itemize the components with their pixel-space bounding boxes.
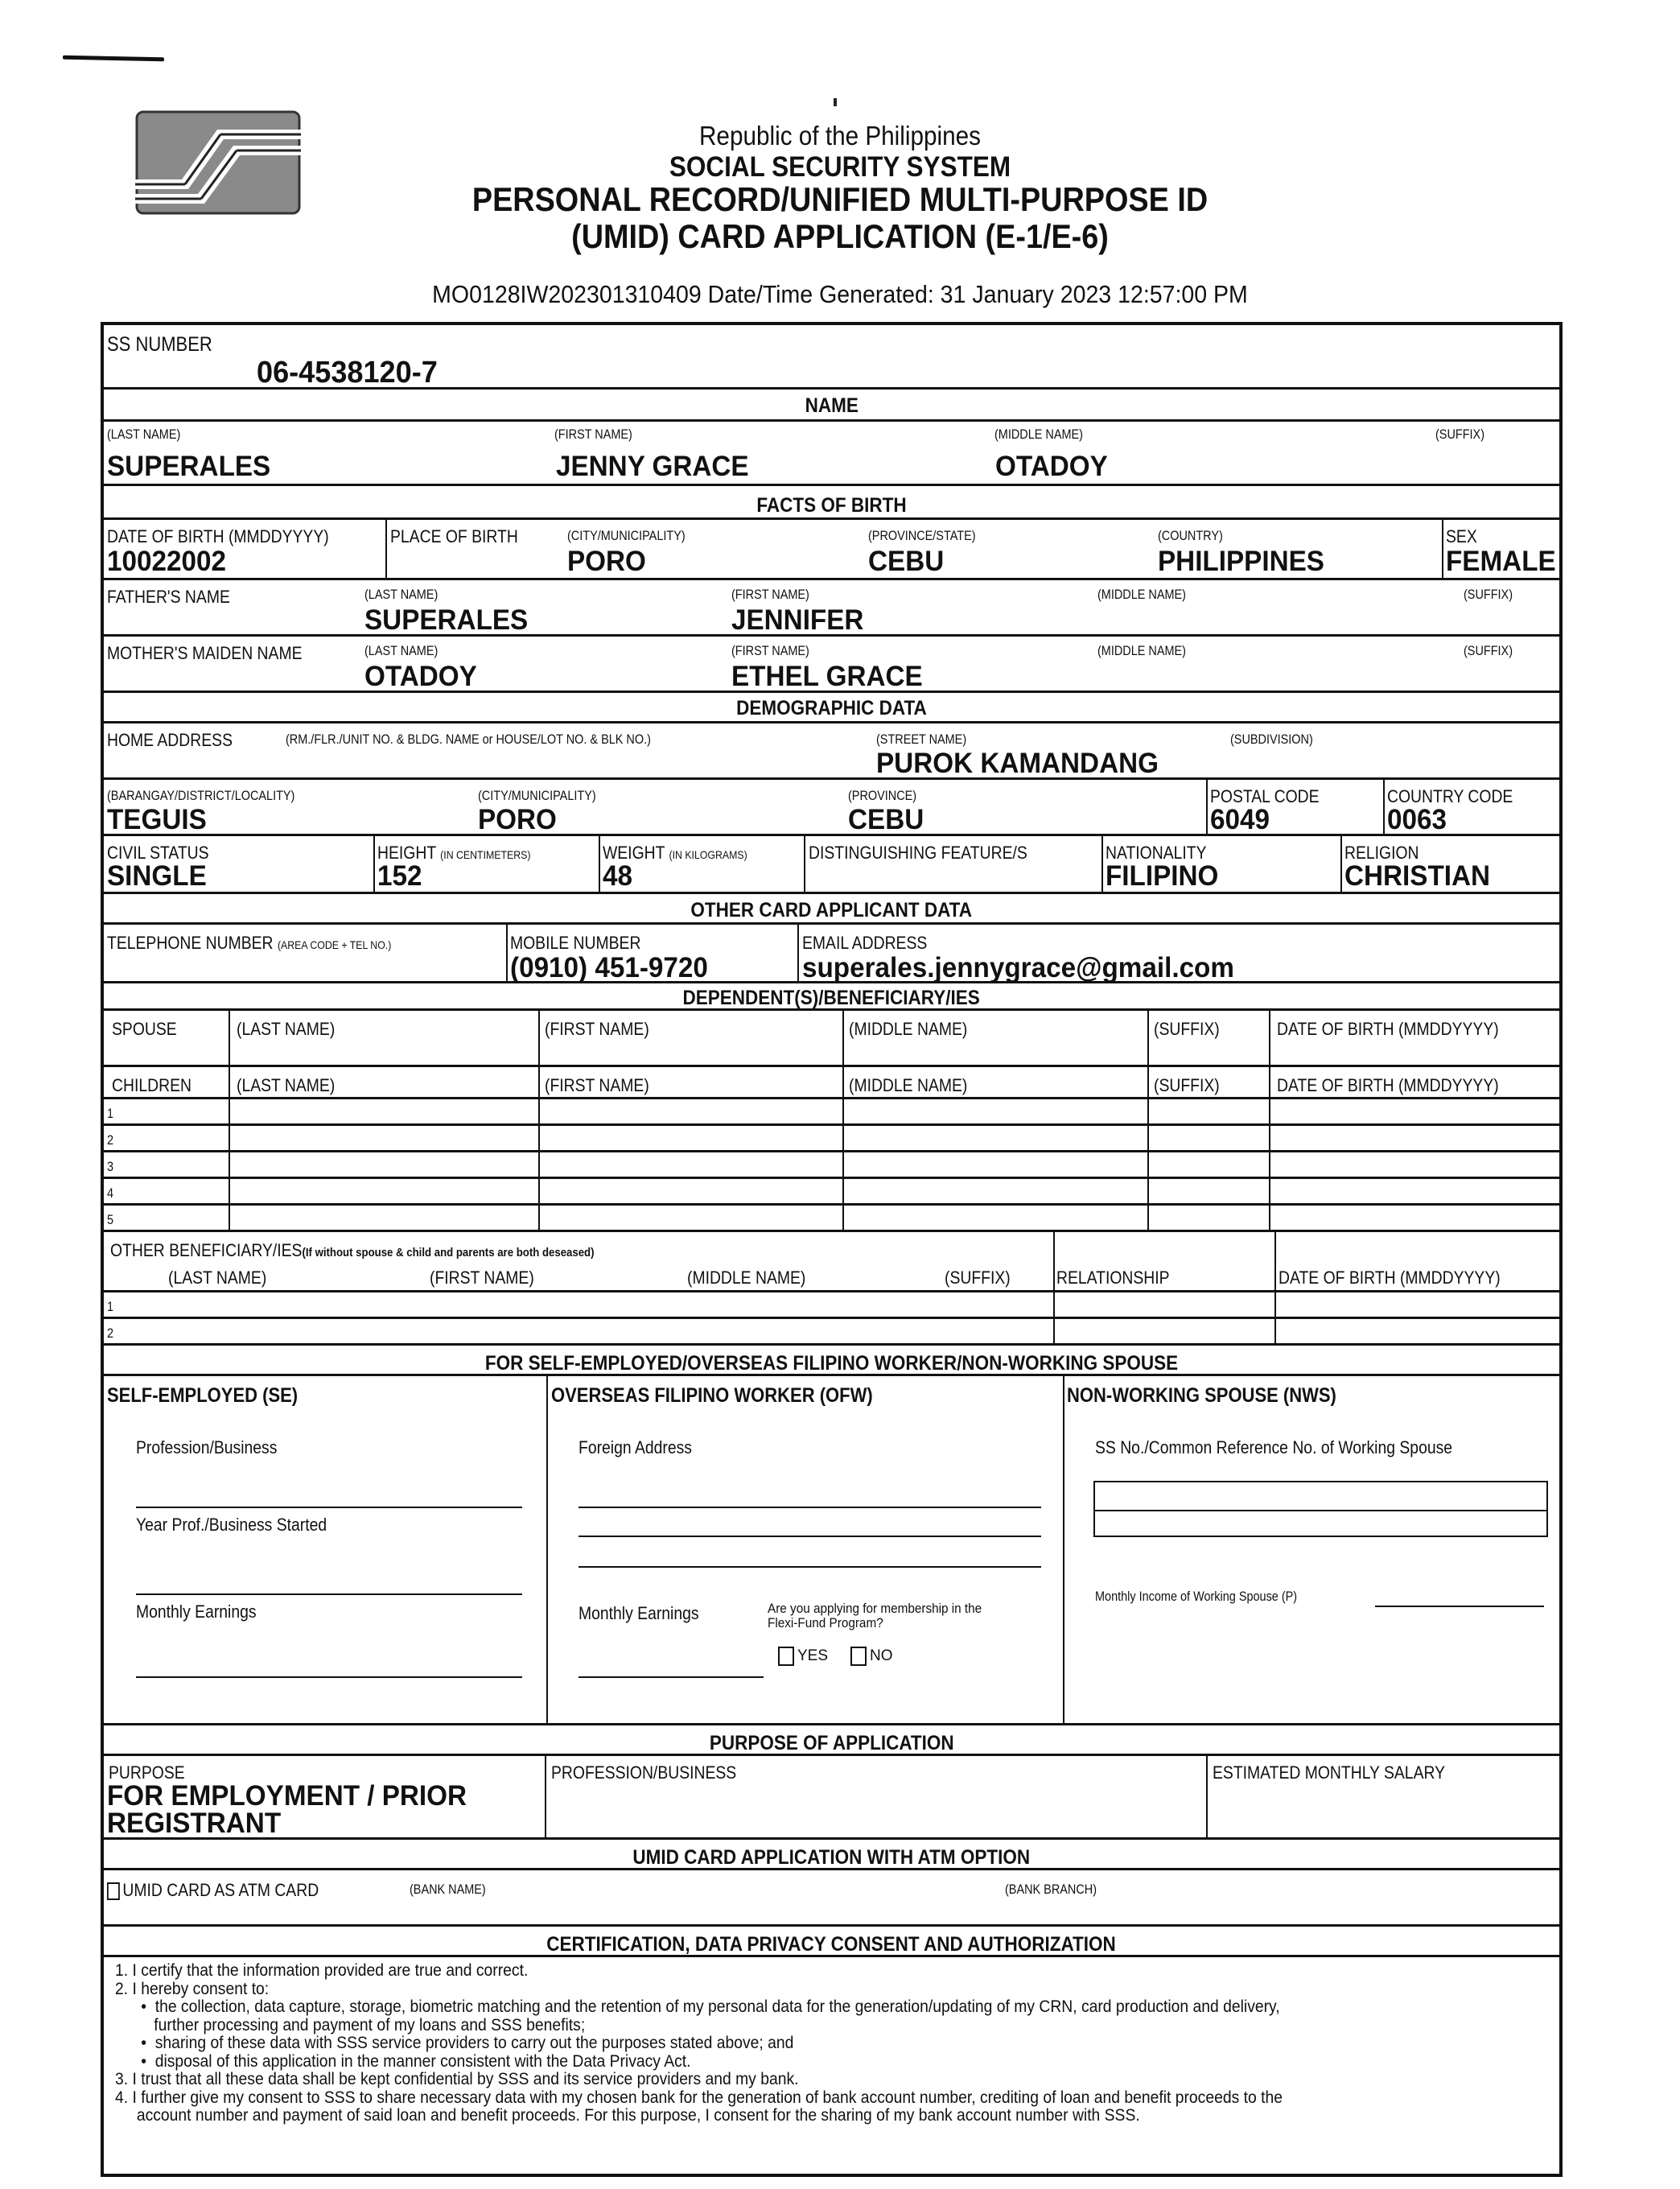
locality-row [104, 780, 1559, 836]
father-label: FATHER'S NAME [107, 587, 230, 607]
ofw-earnings-label: Monthly Earnings [579, 1603, 699, 1623]
mobile-label: MOBILE NUMBER [510, 933, 641, 953]
child-row-number: 3 [107, 1159, 114, 1174]
father-first-value: JENNIFER [731, 604, 864, 636]
birth-section-title: FACTS OF BIRTH [756, 494, 907, 517]
pob-country-label: (COUNTRY) [1158, 528, 1223, 543]
spouse-suffix-col: (SUFFIX) [1154, 1019, 1220, 1039]
dob-label: DATE OF BIRTH (MMDDYYYY) [107, 526, 329, 546]
children-middle-name-col: (MIDDLE NAME) [849, 1075, 968, 1095]
nws-ss-field[interactable] [1093, 1481, 1548, 1537]
religion-label: RELIGION [1344, 843, 1419, 863]
nws-ss-label: SS No./Common Reference No. of Working Spouse [1095, 1437, 1453, 1457]
ofw-address-field-1[interactable] [579, 1507, 1041, 1508]
form-title-line2: (UMID) CARD APPLICATION (E-1/E-6) [571, 217, 1109, 255]
child-row [104, 1206, 1559, 1232]
contact-section-title: OTHER CARD APPLICANT DATA [690, 899, 973, 921]
se-year-label: Year Prof./Business Started [136, 1515, 327, 1535]
cert-line: • disposal of this application in the manner consistent with the Data Privacy Act. [115, 2051, 691, 2071]
children-first-name-col: (FIRST NAME) [545, 1075, 649, 1095]
certification-text [104, 1957, 1559, 2158]
purpose-section [104, 1725, 1559, 1756]
children-suffix-col: (SUFFIX) [1154, 1075, 1220, 1095]
ofw-title: OVERSEAS FILIPINO WORKER (OFW) [551, 1384, 873, 1407]
name-section-title: NAME [805, 394, 859, 417]
cert-line: • sharing of these data with SSS service providers to carry out the purposes stated above; and [115, 2034, 794, 2052]
contact-row [104, 925, 1559, 983]
mobile-value: (0910) 451-9720 [510, 952, 708, 983]
child-row [104, 1152, 1559, 1179]
pob-city-value: PORO [567, 546, 646, 577]
ss-number-row [104, 325, 1559, 390]
spouse-row [104, 1011, 1559, 1067]
form-title-line1: PERSONAL RECORD/UNIFIED MULTI-PURPOSE ID [471, 180, 1209, 218]
mother-last-value: OTADOY [364, 661, 477, 692]
country-code-label: COUNTRY CODE [1387, 786, 1513, 806]
spouse-middle-name-col: (MIDDLE NAME) [849, 1019, 968, 1039]
height-value: 152 [377, 860, 422, 892]
middle-name-value: OTADOY [995, 451, 1108, 482]
children-label: CHILDREN [112, 1075, 191, 1095]
suffix-label: (SUFFIX) [1435, 427, 1485, 442]
home-address-row [104, 723, 1559, 780]
father-last-value: SUPERALES [364, 604, 529, 636]
barangay-label: (BARANGAY/DISTRICT/LOCALITY) [107, 788, 295, 803]
children-header-row [104, 1067, 1559, 1099]
mother-last-label: (LAST NAME) [364, 643, 439, 658]
child-row-number: 2 [107, 1132, 114, 1148]
city-value: PORO [478, 804, 557, 835]
application-form [101, 322, 1563, 2177]
ofw-address-field-3[interactable] [579, 1566, 1041, 1568]
ss-number-label: SS NUMBER [107, 333, 212, 356]
certification-section [104, 1927, 1559, 1957]
religion-value: CHRISTIAN [1344, 860, 1491, 892]
ofw-earnings-field[interactable] [579, 1676, 764, 1678]
child-row-number: 1 [107, 1106, 114, 1121]
other-dob-col: DATE OF BIRTH (MMDDYYYY) [1279, 1268, 1501, 1288]
atm-section [104, 1840, 1559, 1870]
pob-country-value: PHILIPPINES [1158, 546, 1324, 577]
cert-line: further processing and payment of my loans and SSS benefits; [115, 2015, 586, 2034]
province-value: CEBU [848, 804, 924, 835]
last-name-label: (LAST NAME) [107, 427, 181, 442]
scan-mark [834, 98, 837, 106]
cert-line: 1. I certify that the information provided are true and correct. [115, 1961, 529, 1980]
postal-code-label: POSTAL CODE [1210, 786, 1320, 806]
children-dob-col: DATE OF BIRTH (MMDDYYYY) [1277, 1075, 1499, 1095]
other-suffix-col: (SUFFIX) [945, 1268, 1011, 1288]
se-earnings-label: Monthly Earnings [136, 1602, 257, 1622]
birth-row [104, 520, 1559, 580]
nationality-label: NATIONALITY [1106, 843, 1207, 863]
other-beneficiary-row [104, 1292, 1559, 1319]
distinguishing-features-label: DISTINGUISHING FEATURE/S [809, 843, 1027, 863]
yes-checkbox[interactable] [778, 1647, 794, 1666]
se-profession-label: Profession/Business [136, 1437, 278, 1457]
postal-code-value: 6049 [1210, 804, 1270, 835]
spouse-dob-col: DATE OF BIRTH (MMDDYYYY) [1277, 1019, 1499, 1039]
nws-title: NON-WORKING SPOUSE (NWS) [1067, 1384, 1336, 1407]
name-section [104, 390, 1559, 422]
spouse-first-name-col: (FIRST NAME) [545, 1019, 649, 1039]
child-row-number: 4 [107, 1185, 114, 1201]
barangay-value: TEGUIS [107, 804, 207, 835]
purpose-row [104, 1756, 1559, 1840]
cert-line: • the collection, data capture, storage, biometric matching and the retention of my personal data for the generation/updating of my CRN, card production and delivery, [115, 1997, 1280, 2016]
umid-atm-checkbox[interactable] [107, 1882, 120, 1900]
ofw-address-label: Foreign Address [579, 1437, 692, 1457]
sex-label: SEX [1446, 526, 1477, 546]
first-name-value: JENNY GRACE [556, 451, 749, 482]
province-label: (PROVINCE) [848, 788, 917, 803]
other-beneficiaries-label: OTHER BENEFICIARY/IES(If without spouse & child and parents are both deseased) [110, 1240, 595, 1260]
se-title: SELF-EMPLOYED (SE) [107, 1384, 299, 1407]
telephone-label: TELEPHONE NUMBER (AREA CODE + TEL NO.) [107, 933, 392, 953]
first-name-label: (FIRST NAME) [554, 427, 632, 442]
cert-line: 2. I hereby consent to: [115, 1979, 270, 1998]
se-profession-field[interactable] [136, 1507, 522, 1508]
father-row [104, 580, 1559, 637]
ofw-address-field-2[interactable] [579, 1536, 1041, 1537]
purpose-value-line2: REGISTRANT [107, 1808, 282, 1839]
child-row [104, 1126, 1559, 1152]
other-beneficiary-row [104, 1319, 1559, 1346]
header-agency: SOCIAL SECURITY SYSTEM [669, 151, 1011, 183]
nationality-value: FILIPINO [1106, 860, 1219, 892]
last-name-value: SUPERALES [107, 451, 271, 482]
purpose-section-title: PURPOSE OF APPLICATION [709, 1732, 954, 1754]
father-last-label: (LAST NAME) [364, 587, 439, 602]
other-beneficiaries-header [104, 1232, 1559, 1292]
home-address-label: HOME ADDRESS [107, 730, 233, 750]
sex-value: FEMALE [1446, 546, 1556, 577]
mother-middle-label: (MIDDLE NAME) [1097, 643, 1186, 658]
header-republic: Republic of the Philippines [698, 121, 982, 150]
purpose-profession-label: PROFESSION/BUSINESS [551, 1762, 737, 1783]
street-value: PUROK KAMANDANG [876, 748, 1159, 779]
se-ofw-nws-section [104, 1346, 1559, 1376]
se-ofw-nws-body [104, 1376, 1559, 1725]
child-row [104, 1179, 1559, 1206]
dependents-section-title: DEPENDENT(S)/BENEFICIARY/IES [682, 987, 981, 1009]
purpose-label: PURPOSE [109, 1762, 185, 1783]
umid-atm-option[interactable]: UMID CARD AS ATM CARD [107, 1880, 319, 1901]
spouse-last-name-col: (LAST NAME) [237, 1019, 336, 1039]
other-row-number: 2 [107, 1325, 114, 1341]
pob-province-label: (PROVINCE/STATE) [868, 528, 976, 543]
birth-section [104, 486, 1559, 520]
bank-name-label: (BANK NAME) [410, 1882, 486, 1897]
certification-section-title: CERTIFICATION, DATA PRIVACY CONSENT AND AUTHORIZATION [546, 1933, 1117, 1956]
name-row [104, 422, 1559, 486]
cert-line: 4. I further give my consent to SSS to share necessary data with my chosen bank for the generation of bank account number, crediting of loan and benefit proceeds to the [115, 2088, 1283, 2107]
height-label: HEIGHT (IN CENTIMETERS) [377, 843, 531, 863]
generated-timestamp: MO0128IW202301310409 Date/Time Generated: 31 January 2023 12:57:00 PM [432, 280, 1248, 308]
other-middle-name-col: (MIDDLE NAME) [687, 1268, 806, 1288]
mother-first-label: (FIRST NAME) [731, 643, 809, 658]
dependents-section [104, 983, 1559, 1011]
weight-value: 48 [603, 860, 632, 892]
flexi-no-option[interactable]: NO [850, 1647, 893, 1666]
no-checkbox[interactable] [850, 1647, 867, 1666]
mother-row [104, 637, 1559, 693]
nws-income-field[interactable] [1375, 1606, 1544, 1607]
cert-line: account number and payment of said loan and benefit proceeds. For this purpose, I consent for the sharing of my bank account number with SSS. [115, 2106, 1140, 2125]
atm-row [104, 1870, 1559, 1927]
city-label: (CITY/MUNICIPALITY) [478, 788, 596, 803]
weight-label: WEIGHT (IN KILOGRAMS) [603, 843, 747, 863]
ss-number-value: 06-4538120-7 [257, 356, 438, 390]
demographic-section [104, 693, 1559, 723]
ofw-flexi-fund-question: Are you applying for membership in the Flexi-Fund Program? [768, 1601, 982, 1630]
spouse-label: SPOUSE [112, 1019, 177, 1039]
child-row [104, 1099, 1559, 1126]
cert-line: 3. I trust that all these data shall be kept confidential by SSS and its service providers and my bank. [115, 2070, 799, 2088]
father-suffix-label: (SUFFIX) [1464, 587, 1513, 602]
mother-label: MOTHER'S MAIDEN NAME [107, 643, 303, 663]
bank-branch-label: (BANK BRANCH) [1005, 1882, 1097, 1897]
other-relationship-col: RELATIONSHIP [1056, 1268, 1170, 1288]
subdivision-label: (SUBDIVISION) [1230, 732, 1313, 747]
email-label: EMAIL ADDRESS [802, 933, 928, 953]
child-row-number: 5 [107, 1212, 114, 1227]
demographic-section-title: DEMOGRAPHIC DATA [736, 697, 927, 719]
se-earnings-field[interactable] [136, 1676, 522, 1678]
personal-stats-row [104, 836, 1559, 894]
pen-stroke-mark [63, 56, 164, 62]
civil-status-label: CIVIL STATUS [107, 843, 209, 863]
civil-status-value: SINGLE [107, 860, 207, 892]
purpose-value-line1: FOR EMPLOYMENT / PRIOR [107, 1780, 467, 1812]
se-year-field[interactable] [136, 1593, 522, 1595]
nws-income-label: Monthly Income of Working Spouse (P) [1095, 1589, 1298, 1604]
atm-section-title: UMID CARD APPLICATION WITH ATM OPTION [632, 1846, 1031, 1869]
mother-first-value: ETHEL GRACE [731, 661, 923, 692]
pob-province-value: CEBU [868, 546, 945, 577]
se-ofw-nws-section-title: FOR SELF-EMPLOYED/OVERSEAS FILIPINO WORKER/NON-WORKING SPOUSE [484, 1352, 1179, 1375]
country-code-value: 0063 [1387, 804, 1447, 835]
dob-value: 10022002 [107, 546, 226, 577]
flexi-yes-option[interactable]: YES [778, 1647, 828, 1666]
other-row-number: 1 [107, 1299, 114, 1314]
mother-suffix-label: (SUFFIX) [1464, 643, 1513, 658]
estimated-salary-label: ESTIMATED MONTHLY SALARY [1213, 1762, 1446, 1783]
pob-city-label: (CITY/MUNICIPALITY) [567, 528, 686, 543]
unit-label: (RM./FLR./UNIT NO. & BLDG. NAME or HOUSE/LOT NO. & BLK NO.) [286, 732, 651, 747]
father-middle-label: (MIDDLE NAME) [1097, 587, 1186, 602]
father-first-label: (FIRST NAME) [731, 587, 809, 602]
street-label: (STREET NAME) [876, 732, 967, 747]
contact-section [104, 894, 1559, 925]
children-last-name-col: (LAST NAME) [237, 1075, 336, 1095]
pob-label: PLACE OF BIRTH [390, 526, 518, 546]
middle-name-label: (MIDDLE NAME) [994, 427, 1083, 442]
other-last-name-col: (LAST NAME) [168, 1268, 267, 1288]
other-first-name-col: (FIRST NAME) [430, 1268, 534, 1288]
email-value: superales.jennygrace@gmail.com [802, 952, 1234, 983]
